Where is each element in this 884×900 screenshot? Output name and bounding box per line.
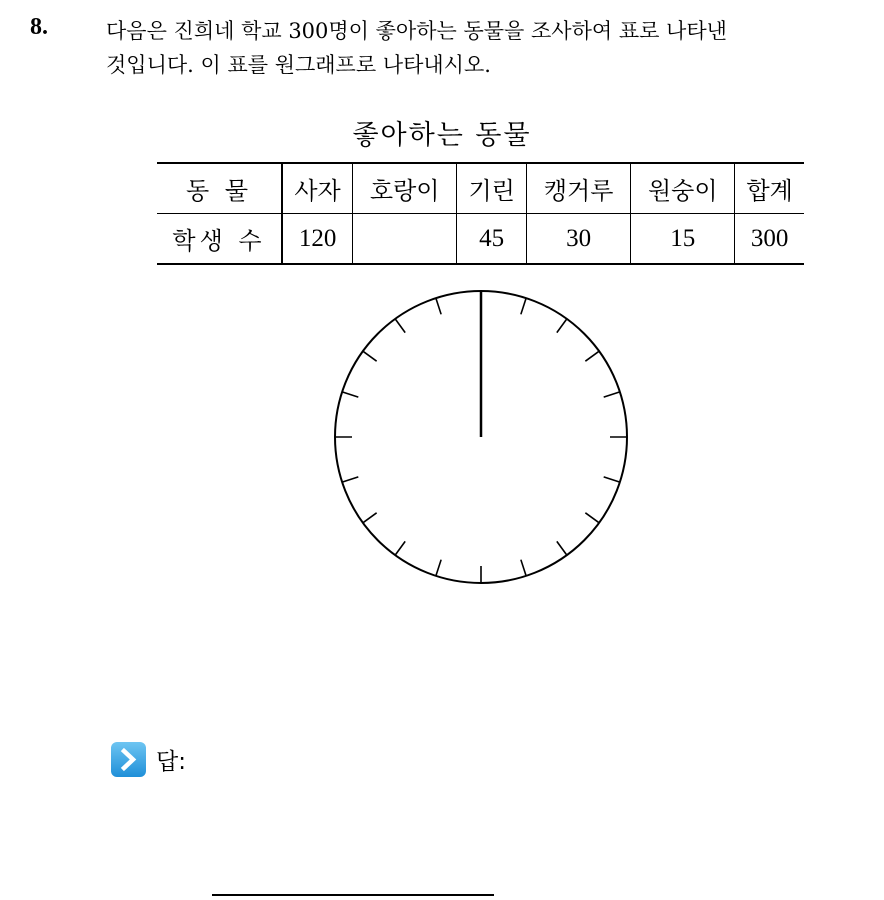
count-cell: 30 xyxy=(527,214,631,265)
circle-graph xyxy=(320,278,642,600)
tick-mark xyxy=(585,513,599,523)
table-title: 좋아하는 동물 xyxy=(352,120,532,151)
tick-mark xyxy=(363,513,377,523)
problem-number: 8. xyxy=(30,14,48,40)
tick-mark xyxy=(604,477,620,482)
tick-mark xyxy=(363,351,377,361)
total-label-cell: 합계 xyxy=(735,163,804,214)
count-cell: 15 xyxy=(631,214,735,265)
table-count-row xyxy=(157,214,804,265)
tick-mark xyxy=(557,541,567,555)
question-line-1: 다음은 진희네 학교 300명이 좋아하는 동물을 조사하여 표로 나타낸 xyxy=(106,19,727,43)
animal-cell: 원숭이 xyxy=(631,163,735,214)
tick-mark xyxy=(557,319,567,333)
answer-blank-line[interactable] xyxy=(212,894,494,896)
tick-mark xyxy=(395,319,405,333)
answer-label: 답: xyxy=(156,748,186,775)
tick-mark xyxy=(521,298,526,314)
animal-table xyxy=(157,162,804,265)
question-text xyxy=(106,14,876,82)
animal-cell: 캥거루 xyxy=(527,163,631,214)
chevron-right-icon xyxy=(111,742,146,777)
count-cell: 45 xyxy=(457,214,527,265)
question-line-2: 것입니다. 이 표를 원그래프로 나타내시오. xyxy=(106,53,491,77)
tick-mark xyxy=(604,392,620,397)
answer-area xyxy=(111,741,186,777)
row-label-cell: 학생 수 xyxy=(157,214,282,265)
tick-mark xyxy=(521,560,526,576)
tick-mark xyxy=(395,541,405,555)
tick-mark xyxy=(436,298,441,314)
tick-mark xyxy=(585,351,599,361)
table-header-row xyxy=(157,163,804,214)
total-count-cell: 300 xyxy=(735,214,804,265)
tick-mark xyxy=(342,477,358,482)
animal-cell: 사자 xyxy=(282,163,353,214)
animal-cell: 기린 xyxy=(457,163,527,214)
count-cell-blank[interactable] xyxy=(353,214,457,265)
count-cell: 120 xyxy=(282,214,353,265)
header-label-cell: 동 물 xyxy=(157,163,282,214)
tick-mark xyxy=(436,560,441,576)
tick-mark xyxy=(342,392,358,397)
animal-cell: 호랑이 xyxy=(353,163,457,214)
